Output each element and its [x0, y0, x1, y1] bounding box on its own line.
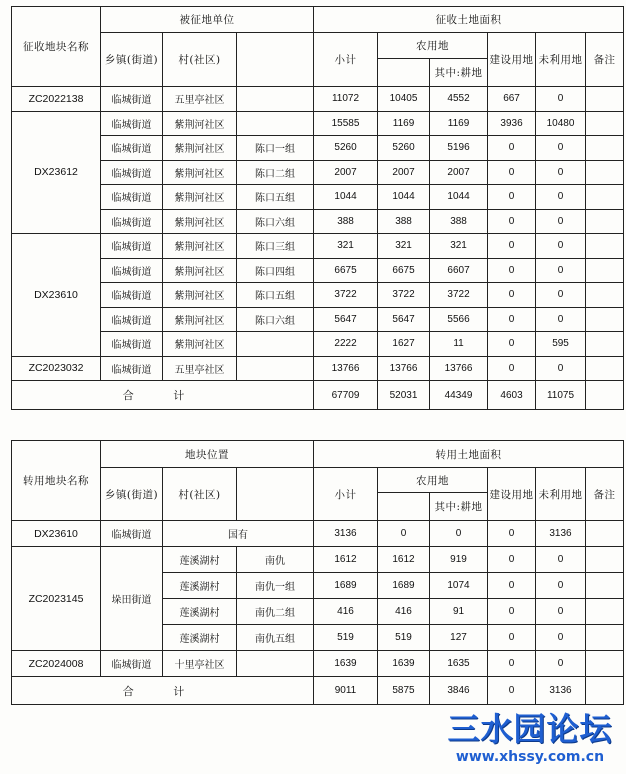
cell-farmland: 2007 — [378, 160, 430, 185]
header-arable: 其中:耕地 — [430, 59, 488, 87]
table-total-row — [12, 381, 624, 410]
cell-group — [237, 111, 314, 136]
cell-subtotal: 1612 — [314, 547, 378, 573]
header-subtotal: 小计 — [314, 33, 378, 87]
total-unused: 11075 — [536, 381, 586, 410]
cell-farmland: 416 — [378, 599, 430, 625]
cell-farmland: 6675 — [378, 258, 430, 283]
cell-construction: 0 — [488, 625, 536, 651]
watermark-title: 三水园论坛 — [447, 710, 613, 748]
cell-construction: 0 — [488, 573, 536, 599]
cell-arable: 1074 — [430, 573, 488, 599]
total-build: 0 — [488, 677, 536, 705]
cell-block-code: ZC2022138 — [12, 87, 101, 112]
cell-arable: 91 — [430, 599, 488, 625]
cell-group — [237, 356, 314, 381]
cell-farmland: 3722 — [378, 283, 430, 308]
table-row — [12, 111, 624, 136]
cell-subtotal: 1639 — [314, 651, 378, 677]
cell-subtotal: 519 — [314, 625, 378, 651]
cell-village: 国有 — [163, 521, 314, 547]
cell-construction: 0 — [488, 258, 536, 283]
cell-subtotal: 416 — [314, 599, 378, 625]
cell-unused: 0 — [536, 209, 586, 234]
table-row — [12, 234, 624, 259]
header-subtotal: 小计 — [314, 468, 378, 521]
cell-construction: 3936 — [488, 111, 536, 136]
cell-village: 紫荆河社区 — [163, 185, 237, 210]
cell-township: 临城街道 — [101, 283, 163, 308]
cell-unused: 0 — [536, 160, 586, 185]
cell-village: 紫荆河社区 — [163, 111, 237, 136]
cell-arable: 5566 — [430, 307, 488, 332]
total-arable: 44349 — [430, 381, 488, 410]
cell-subtotal: 1044 — [314, 185, 378, 210]
header-location: 地块位置 — [101, 441, 314, 468]
table-row — [12, 136, 624, 161]
cell-construction: 0 — [488, 356, 536, 381]
cell-farmland: 5260 — [378, 136, 430, 161]
cell-village: 十里亭社区 — [163, 651, 237, 677]
cell-village: 莲溪湖村 — [163, 573, 237, 599]
cell-note — [586, 332, 624, 357]
cell-farmland: 1612 — [378, 547, 430, 573]
cell-note — [586, 521, 624, 547]
cell-arable: 3722 — [430, 283, 488, 308]
cell-arable: 1635 — [430, 651, 488, 677]
cell-group: 陈口二组 — [237, 160, 314, 185]
cell-block-code: ZC2023032 — [12, 356, 101, 381]
cell-unused: 10480 — [536, 111, 586, 136]
cell-note — [586, 111, 624, 136]
cell-farmland: 5647 — [378, 307, 430, 332]
cell-note — [586, 573, 624, 599]
cell-group: 陈口一组 — [237, 136, 314, 161]
cell-construction: 0 — [488, 332, 536, 357]
cell-arable: 6607 — [430, 258, 488, 283]
cell-arable: 1169 — [430, 111, 488, 136]
total-label: 合 计 — [12, 381, 314, 410]
header-construction: 建设用地 — [488, 33, 536, 87]
cell-unused: 0 — [536, 258, 586, 283]
cell-village: 紫荆河社区 — [163, 332, 237, 357]
cell-construction: 0 — [488, 209, 536, 234]
cell-construction: 667 — [488, 87, 536, 112]
cell-note — [586, 209, 624, 234]
cell-note — [586, 356, 624, 381]
cell-arable: 2007 — [430, 160, 488, 185]
cell-unused: 3136 — [536, 521, 586, 547]
cell-farmland: 1639 — [378, 651, 430, 677]
cell-construction: 0 — [488, 185, 536, 210]
forum-watermark — [440, 710, 620, 770]
cell-village: 紫荆河社区 — [163, 307, 237, 332]
cell-village: 紫荆河社区 — [163, 258, 237, 283]
cell-village: 紫荆河社区 — [163, 283, 237, 308]
cell-group: 南仇 — [237, 547, 314, 573]
cell-construction: 0 — [488, 283, 536, 308]
header-village: 村(社区) — [163, 468, 237, 521]
cell-unused: 0 — [536, 356, 586, 381]
total-subtotal: 67709 — [314, 381, 378, 410]
total-farm: 52031 — [378, 381, 430, 410]
total-subtotal: 9011 — [314, 677, 378, 705]
cell-note — [586, 87, 624, 112]
header-unit: 被征地单位 — [101, 7, 314, 33]
cell-group: 陈口六组 — [237, 209, 314, 234]
table-row — [12, 307, 624, 332]
total-note — [586, 677, 624, 705]
cell-unused: 0 — [536, 307, 586, 332]
cell-arable: 4552 — [430, 87, 488, 112]
conversion-table — [11, 440, 624, 705]
expropriation-table — [11, 6, 624, 410]
cell-township: 临城街道 — [101, 87, 163, 112]
cell-arable: 321 — [430, 234, 488, 259]
cell-subtotal: 5260 — [314, 136, 378, 161]
cell-township: 临城街道 — [101, 356, 163, 381]
cell-arable: 1044 — [430, 185, 488, 210]
cell-note — [586, 283, 624, 308]
cell-construction: 0 — [488, 521, 536, 547]
cell-unused: 0 — [536, 599, 586, 625]
header-area: 征收土地面积 — [314, 7, 624, 33]
cell-unused: 0 — [536, 625, 586, 651]
cell-group: 南仇二组 — [237, 599, 314, 625]
cell-unused: 0 — [536, 651, 586, 677]
cell-subtotal: 15585 — [314, 111, 378, 136]
cell-unused: 0 — [536, 573, 586, 599]
header-block-name: 征收地块名称 — [12, 7, 101, 87]
cell-subtotal: 3722 — [314, 283, 378, 308]
cell-block-code: DX23610 — [12, 234, 101, 357]
table-row — [12, 547, 624, 573]
cell-farmland: 1689 — [378, 573, 430, 599]
cell-construction: 0 — [488, 651, 536, 677]
cell-township: 临城街道 — [101, 111, 163, 136]
cell-subtotal: 2222 — [314, 332, 378, 357]
cell-note — [586, 185, 624, 210]
table-row — [12, 185, 624, 210]
cell-construction: 0 — [488, 547, 536, 573]
total-farm: 5875 — [378, 677, 430, 705]
cell-unused: 0 — [536, 185, 586, 210]
cell-township: 临城街道 — [101, 307, 163, 332]
total-label: 合 计 — [12, 677, 314, 705]
table-row — [12, 209, 624, 234]
cell-township: 临城街道 — [101, 209, 163, 234]
table-row — [12, 258, 624, 283]
cell-note — [586, 307, 624, 332]
cell-subtotal: 5647 — [314, 307, 378, 332]
cell-township: 临城街道 — [101, 651, 163, 677]
total-unused: 3136 — [536, 677, 586, 705]
cell-farmland: 10405 — [378, 87, 430, 112]
table-row — [12, 521, 624, 547]
cell-farmland: 0 — [378, 521, 430, 547]
cell-village: 紫荆河社区 — [163, 209, 237, 234]
cell-subtotal: 6675 — [314, 258, 378, 283]
cell-township: 临城街道 — [101, 185, 163, 210]
cell-group: 陈口五组 — [237, 185, 314, 210]
total-build: 4603 — [488, 381, 536, 410]
cell-block-code: ZC2024008 — [12, 651, 101, 677]
cell-township: 临城街道 — [101, 136, 163, 161]
cell-subtotal: 3136 — [314, 521, 378, 547]
cell-unused: 0 — [536, 136, 586, 161]
cell-village: 五里亭社区 — [163, 87, 237, 112]
cell-farmland: 1627 — [378, 332, 430, 357]
cell-arable: 11 — [430, 332, 488, 357]
cell-arable: 0 — [430, 521, 488, 547]
cell-village: 紫荆河社区 — [163, 136, 237, 161]
cell-subtotal: 388 — [314, 209, 378, 234]
cell-subtotal: 11072 — [314, 87, 378, 112]
cell-construction: 0 — [488, 234, 536, 259]
cell-township: 临城街道 — [101, 234, 163, 259]
header-township: 乡镇(街道) — [101, 468, 163, 521]
cell-village: 莲溪湖村 — [163, 625, 237, 651]
cell-block-code: DX23612 — [12, 111, 101, 234]
cell-township: 临城街道 — [101, 160, 163, 185]
header-group-blank — [237, 33, 314, 87]
cell-unused: 0 — [536, 547, 586, 573]
cell-subtotal: 321 — [314, 234, 378, 259]
cell-group: 陈口四组 — [237, 258, 314, 283]
cell-construction: 0 — [488, 307, 536, 332]
cell-arable: 5196 — [430, 136, 488, 161]
header-arable: 其中:耕地 — [430, 493, 488, 521]
cell-arable: 13766 — [430, 356, 488, 381]
cell-subtotal: 1689 — [314, 573, 378, 599]
cell-note — [586, 599, 624, 625]
cell-note — [586, 625, 624, 651]
header-unused: 未利用地 — [536, 468, 586, 521]
header-farmland: 农用地 — [378, 33, 488, 59]
cell-subtotal: 2007 — [314, 160, 378, 185]
cell-township: 临城街道 — [101, 258, 163, 283]
cell-group: 陈口三组 — [237, 234, 314, 259]
cell-township: 临城街道 — [101, 521, 163, 547]
cell-construction: 0 — [488, 160, 536, 185]
cell-village: 莲溪湖村 — [163, 599, 237, 625]
cell-note — [586, 651, 624, 677]
cell-village: 紫荆河社区 — [163, 160, 237, 185]
cell-note — [586, 547, 624, 573]
cell-group — [237, 87, 314, 112]
table-row — [12, 651, 624, 677]
watermark-url: www.xhssy.com.cn — [455, 749, 605, 765]
cell-group: 南仇一组 — [237, 573, 314, 599]
table-row — [12, 356, 624, 381]
cell-block-code: ZC2023145 — [12, 547, 101, 651]
header-township: 乡镇(街道) — [101, 33, 163, 87]
table-row — [12, 283, 624, 308]
cell-arable: 919 — [430, 547, 488, 573]
cell-group: 陈口五组 — [237, 283, 314, 308]
cell-group: 陈口六组 — [237, 307, 314, 332]
table-row — [12, 332, 624, 357]
cell-unused: 0 — [536, 283, 586, 308]
cell-note — [586, 136, 624, 161]
cell-group: 南仇五组 — [237, 625, 314, 651]
cell-arable: 388 — [430, 209, 488, 234]
total-note — [586, 381, 624, 410]
cell-farmland: 1044 — [378, 185, 430, 210]
cell-arable: 127 — [430, 625, 488, 651]
cell-farmland: 388 — [378, 209, 430, 234]
header-note: 备注 — [586, 33, 624, 87]
cell-village: 五里亭社区 — [163, 356, 237, 381]
cell-farmland: 13766 — [378, 356, 430, 381]
cell-construction: 0 — [488, 136, 536, 161]
cell-group — [237, 651, 314, 677]
cell-group — [237, 332, 314, 357]
cell-note — [586, 234, 624, 259]
total-arable: 3846 — [430, 677, 488, 705]
cell-subtotal: 13766 — [314, 356, 378, 381]
header-area: 转用土地面积 — [314, 441, 624, 468]
cell-unused: 0 — [536, 234, 586, 259]
cell-construction: 0 — [488, 599, 536, 625]
cell-note — [586, 160, 624, 185]
header-unused: 未利用地 — [536, 33, 586, 87]
cell-note — [586, 258, 624, 283]
cell-village: 紫荆河社区 — [163, 234, 237, 259]
table-row — [12, 160, 624, 185]
table-total-row — [12, 677, 624, 705]
header-village: 村(社区) — [163, 33, 237, 87]
cell-township: 临城街道 — [101, 332, 163, 357]
header-farmland: 农用地 — [378, 468, 488, 493]
header-block-name: 转用地块名称 — [12, 441, 101, 521]
cell-unused: 0 — [536, 87, 586, 112]
header-construction: 建设用地 — [488, 468, 536, 521]
cell-village: 莲溪湖村 — [163, 547, 237, 573]
cell-township: 垛田街道 — [101, 547, 163, 651]
header-note: 备注 — [586, 468, 624, 521]
cell-farmland: 1169 — [378, 111, 430, 136]
cell-farmland: 519 — [378, 625, 430, 651]
header-farmland-blank — [378, 59, 430, 87]
header-farmland-blank — [378, 493, 430, 521]
cell-farmland: 321 — [378, 234, 430, 259]
cell-unused: 595 — [536, 332, 586, 357]
cell-block-code: DX23610 — [12, 521, 101, 547]
header-group-blank — [237, 468, 314, 521]
table-row — [12, 87, 624, 112]
